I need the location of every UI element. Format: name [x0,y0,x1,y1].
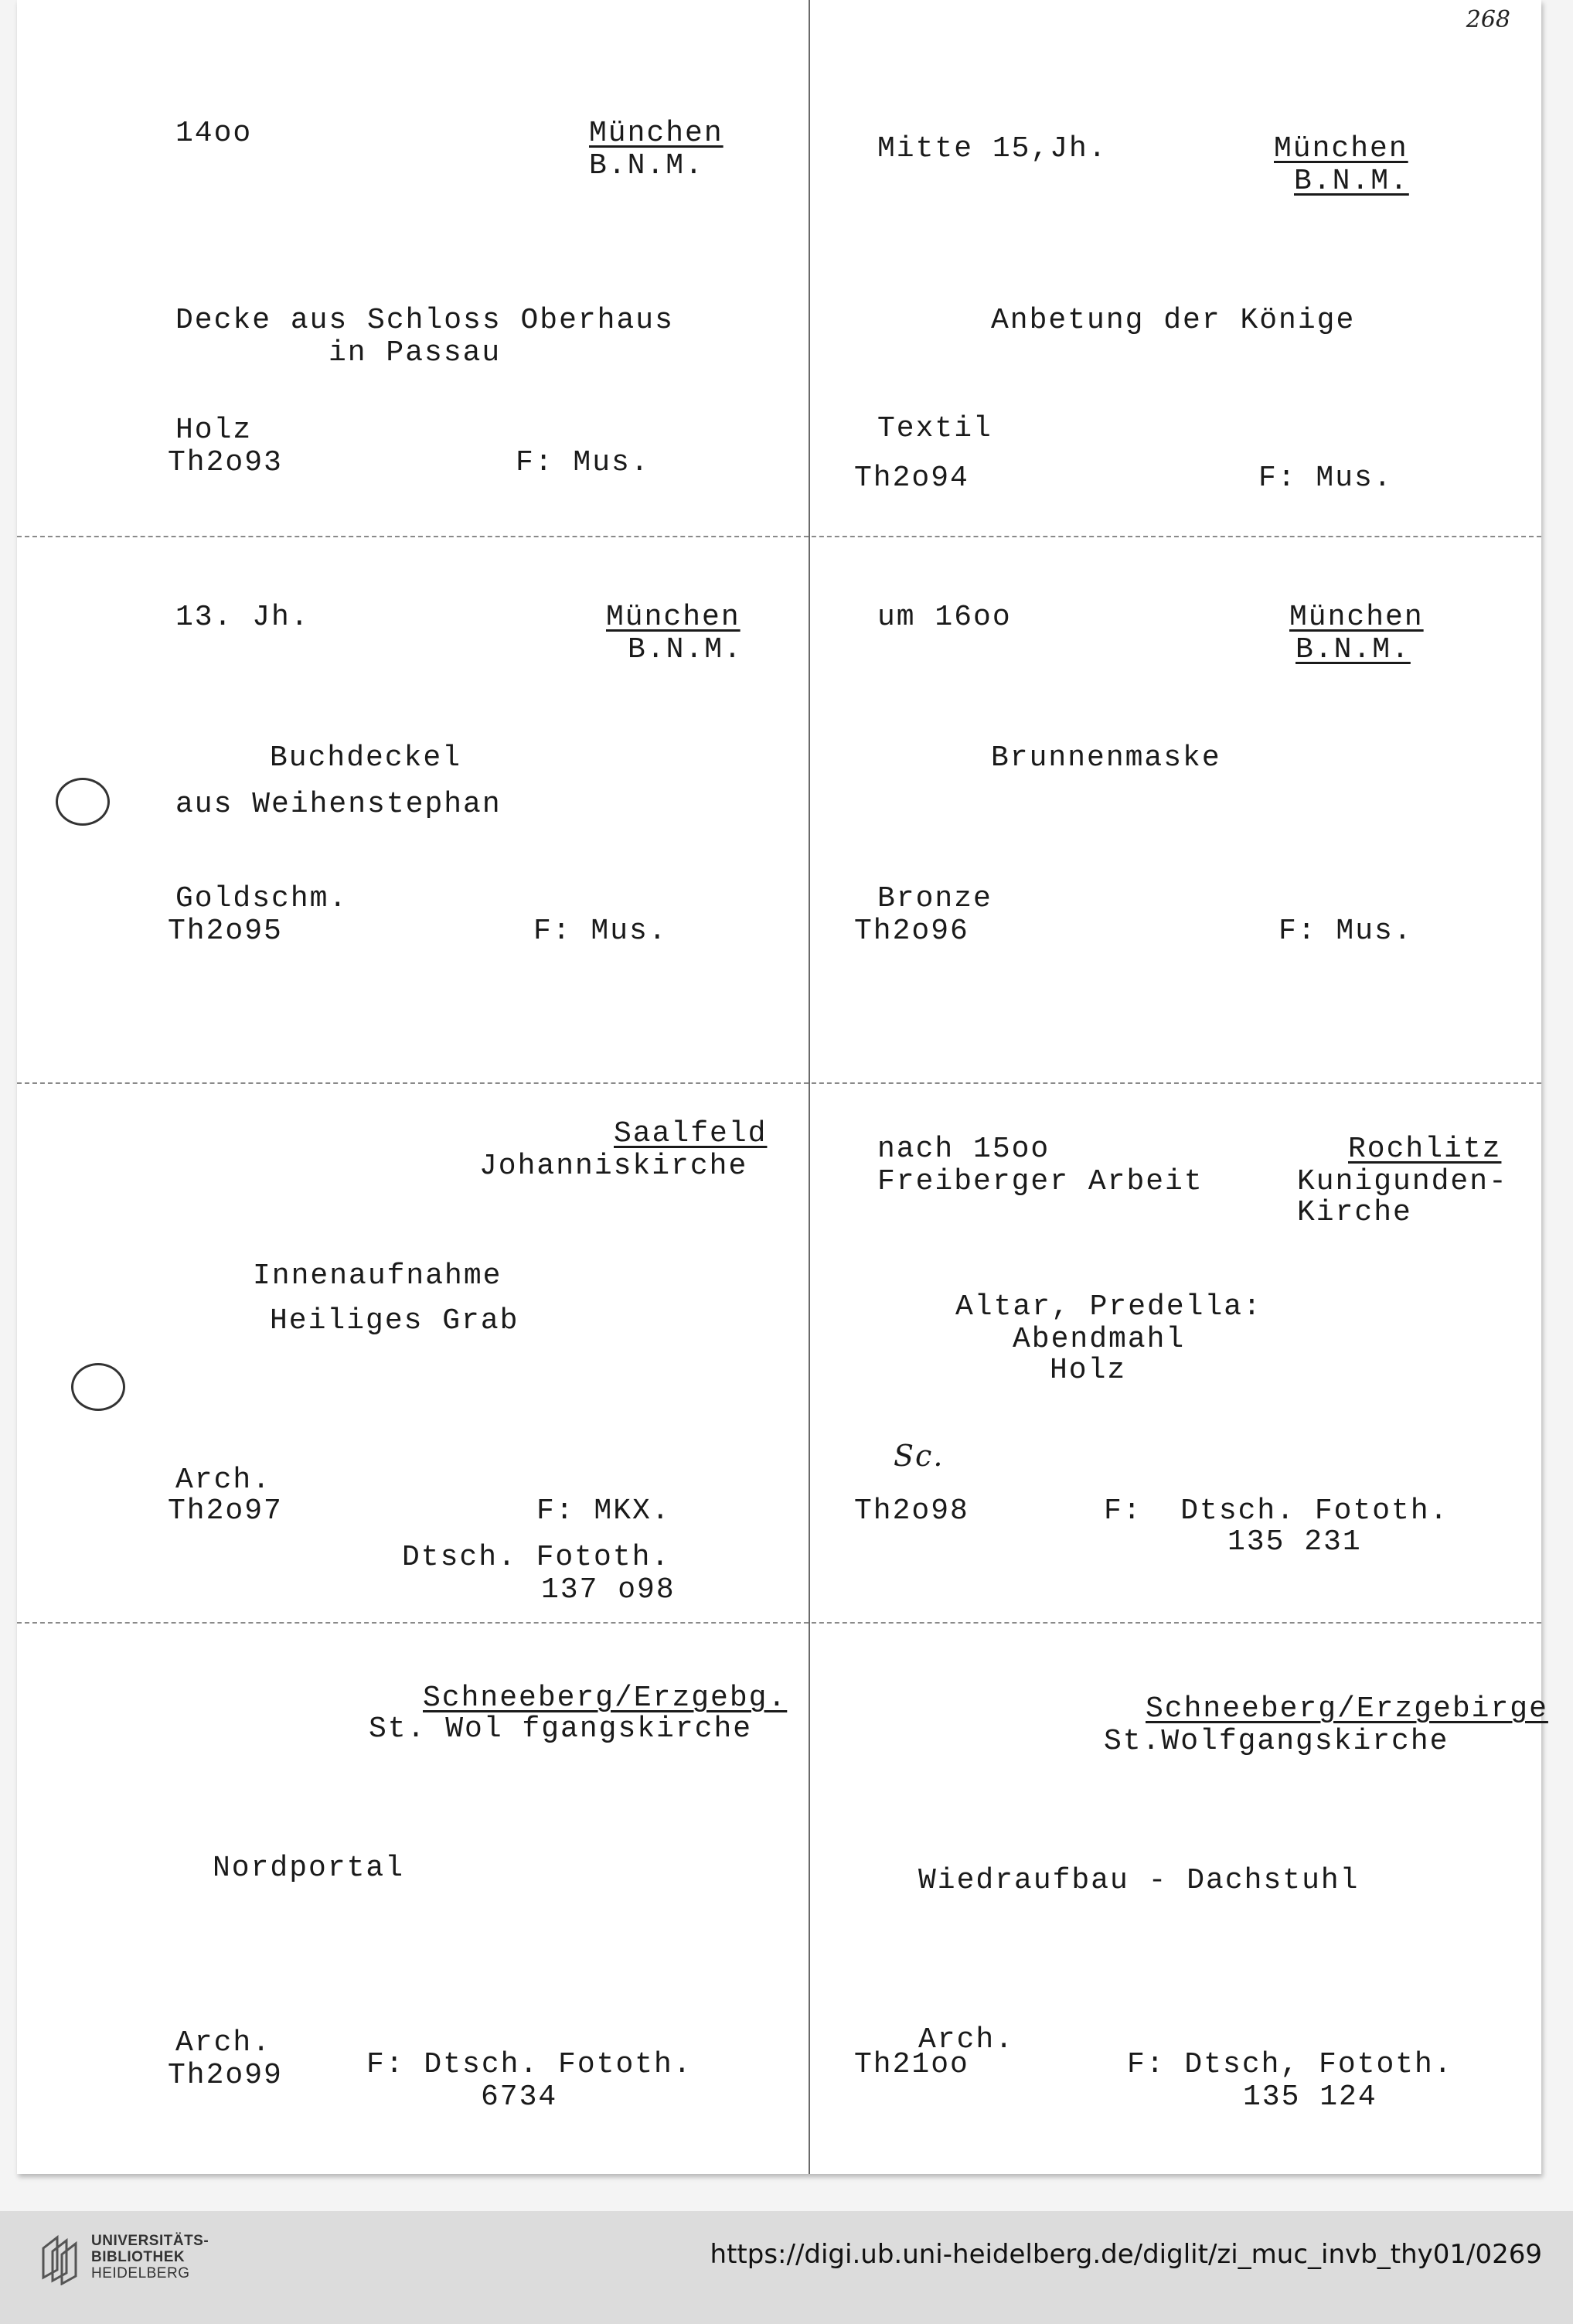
card-title: in Passau [329,336,502,370]
card-title: Altar, Predella: [955,1290,1262,1324]
card-title: Holz [1050,1354,1127,1387]
card-material: Arch. [175,2026,272,2060]
card-photo-source: F: Mus. [516,446,650,479]
card-inventory-number: Th2o98 [854,1494,969,1528]
card-title: Heiliges Grab [270,1304,519,1337]
row-divider [17,1082,1541,1084]
library-name-line: UNIVERSITÄTS- [91,2233,209,2249]
card-photo-number: 135 124 [1243,2080,1377,2114]
card-material: Goldschm. [175,882,349,915]
card-place: Saalfeld [614,1117,768,1150]
card-date: Mitte 15,Jh. [877,132,1108,165]
card-title: Brunnenmaske [991,741,1221,775]
card-date: 14oo [175,117,253,150]
card-subplace: B.N.M. [1296,633,1411,666]
card-photo-number: 6734 [481,2080,558,2114]
row-divider [17,1622,1541,1624]
card-subplace: B.N.M. [628,633,743,666]
card-title: Innenaufnahme [253,1259,502,1293]
source-url-link[interactable]: https://digi.ub.uni-heidelberg.de/diglit/zi_muc_invb_thy01/0269 [710,2239,1542,2270]
card-place: München [1289,601,1424,634]
card-subplace: B.N.M. [1294,165,1409,198]
library-name-line: HEIDELBERG [91,2265,190,2281]
card-photo-source: F: Mus. [533,915,668,948]
card-inventory-number: Th2o99 [168,2059,283,2092]
card-inventory-number: Th2o94 [854,462,969,495]
card-subplace: Johanniskirche [479,1150,748,1183]
row-divider [17,536,1541,537]
card-material: Sc. [894,1439,945,1473]
card-date: Freiberger Arbeit [877,1165,1204,1198]
card-subplace: Kunigunden- [1297,1165,1508,1198]
card-title: aus Weihenstephan [175,788,502,821]
card-subplace: B.N.M. [589,149,704,182]
card-photo-source: F: Dtsch, Fototh. [1127,2048,1453,2081]
punch-hole-icon [71,1363,125,1411]
card-title: Wiedraufbau - Dachstuhl [918,1864,1360,1897]
card-title: Decke aus Schloss Oberhaus [175,304,674,337]
card-inventory-number: Th2o93 [168,446,283,479]
index-card-sheet [17,0,1548,2174]
library-logo-icon [40,2231,87,2285]
card-material: Textil [877,412,992,445]
punch-hole-icon [56,778,110,826]
card-subplace: Kirche [1297,1196,1412,1229]
card-title: Abendmahl [1013,1323,1186,1356]
card-photo-source: F: MKX. [536,1494,671,1528]
card-photo-source: F: Mus. [1278,915,1413,948]
card-place: Schneeberg/Erzgebg. [423,1682,788,1715]
card-place: Schneeberg/Erzgebirge [1146,1692,1548,1726]
page-number: 268 [1466,6,1510,33]
card-place: Rochlitz [1348,1133,1502,1166]
card-place: München [606,601,741,634]
card-subplace: St.Wolfgangskirche [1104,1725,1449,1758]
card-subplace: St. Wol fgangskirche [369,1712,753,1746]
card-date: 13. Jh. [175,601,310,634]
card-photo-source: F: Dtsch. Fototh. [1104,1494,1449,1528]
library-name-line: BIBLIOTHEK [91,2249,186,2265]
card-inventory-number: Th2o96 [854,915,969,948]
card-title: Buchdeckel [270,741,462,775]
card-place: München [1274,132,1408,165]
card-inventory-number: Th21oo [854,2048,969,2081]
card-date: nach 15oo [877,1133,1050,1166]
card-inventory-number: Th2o97 [168,1494,283,1528]
card-photo-number: 135 231 [1227,1525,1362,1559]
card-photo-number: 137 o98 [541,1573,676,1607]
card-title: Nordportal [213,1852,405,1885]
card-place: München [589,117,724,150]
footer-bar [0,2211,1573,2324]
library-name [91,2233,209,2281]
card-material: Arch. [918,2023,1015,2057]
card-photo-source: Dtsch. Fototh. [402,1541,671,1574]
card-title: Anbetung der Könige [991,304,1356,337]
card-material: Holz [175,414,253,447]
card-material: Bronze [877,882,992,915]
card-material: Arch. [175,1464,272,1497]
card-photo-source: F: Mus. [1258,462,1393,495]
card-inventory-number: Th2o95 [168,915,283,948]
card-photo-source: F: Dtsch. Fototh. [366,2048,693,2081]
column-divider [809,0,810,2174]
card-date: um 16oo [877,601,1012,634]
